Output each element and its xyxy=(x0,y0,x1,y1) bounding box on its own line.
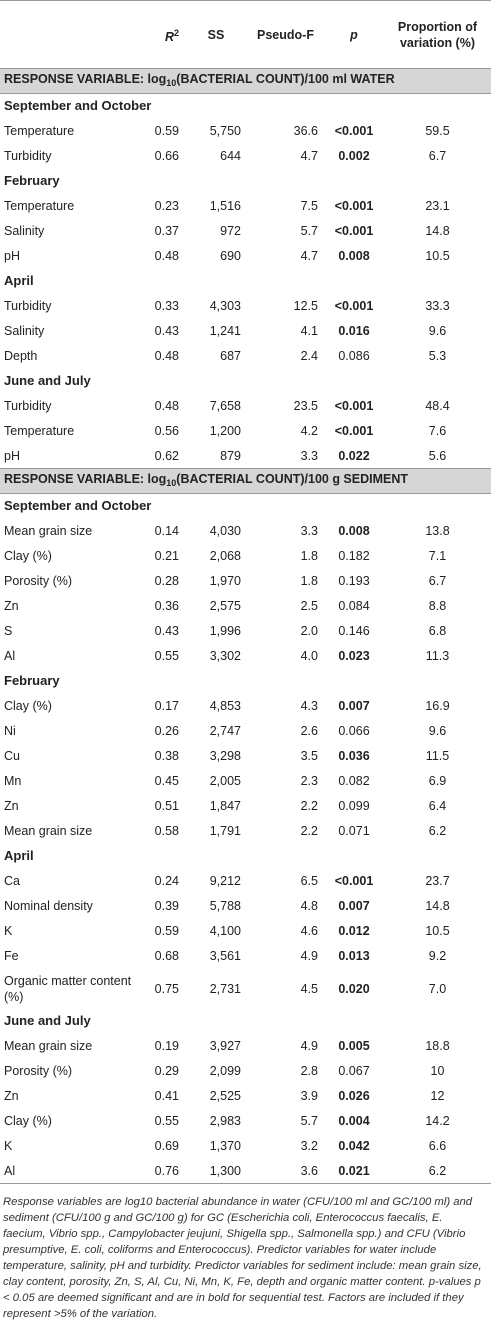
pseudo-f-value: 2.3 xyxy=(300,774,318,788)
proportion-value: 23.1 xyxy=(425,199,450,213)
pseudo-f-value: 2.5 xyxy=(300,599,318,613)
p-value: 0.008 xyxy=(338,249,370,263)
table-row xyxy=(0,194,491,219)
p-value: 0.021 xyxy=(324,1159,384,1184)
r2-value: 0.37 xyxy=(154,224,179,238)
header-r2: $R^2$ xyxy=(164,27,179,44)
response-variable-row xyxy=(0,469,491,494)
pseudo-f-value: 4.1 xyxy=(300,324,318,338)
ss-value: 3,927 xyxy=(209,1039,241,1053)
variable-name: Mean grain size xyxy=(4,1039,93,1053)
r2-value: 0.48 xyxy=(154,349,179,363)
pseudo-f-value: 3.9 xyxy=(300,1089,318,1103)
r2-value: 0.75 xyxy=(154,981,179,996)
ss-value: 2,099 xyxy=(209,1064,241,1078)
ss-value: 5,788 xyxy=(209,899,241,913)
section-title: June and July xyxy=(4,373,91,388)
pseudo-f-value: 3.6 xyxy=(247,1159,324,1184)
pseudo-f-value: 2.6 xyxy=(300,724,318,738)
table-row xyxy=(0,744,491,769)
header-pseudo-f: Pseudo-F xyxy=(257,27,314,42)
proportion-value: 6.2 xyxy=(384,1159,491,1184)
p-value: <0.001 xyxy=(334,299,374,313)
p-value: 0.146 xyxy=(338,624,370,638)
ss-value: 1,847 xyxy=(209,799,241,813)
table-row xyxy=(0,869,491,894)
p-value: 0.182 xyxy=(338,549,370,563)
proportion-value: 23.7 xyxy=(425,874,450,888)
r2-value: 0.66 xyxy=(154,149,179,163)
r2-value: 0.55 xyxy=(154,1114,179,1128)
p-value: 0.016 xyxy=(338,324,370,338)
proportion-value: 6.4 xyxy=(428,799,447,813)
ss-value: 1,516 xyxy=(209,199,241,213)
ss-value: 690 xyxy=(220,249,241,263)
p-value: 0.067 xyxy=(338,1064,370,1078)
ss-value: 2,747 xyxy=(209,724,241,738)
pseudo-f-value: 3.3 xyxy=(300,448,318,463)
variable-name: Ca xyxy=(4,874,20,888)
section-row xyxy=(0,269,491,294)
pseudo-f-value: 6.5 xyxy=(300,874,318,888)
ss-value: 4,100 xyxy=(209,924,241,938)
ss-value: 9,212 xyxy=(209,874,241,888)
variable-name: Clay (%) xyxy=(4,1114,52,1128)
section-title: February xyxy=(4,173,60,188)
proportion-value: 59.5 xyxy=(425,124,450,138)
variable-name: Zn xyxy=(4,1089,19,1103)
variable-name: Turbidity xyxy=(4,149,52,163)
variable-name: pH xyxy=(4,448,20,463)
proportion-value: 14.2 xyxy=(425,1114,450,1128)
proportion-value: 9.6 xyxy=(428,724,447,738)
p-value: 0.004 xyxy=(338,1114,370,1128)
p-value: <0.001 xyxy=(334,424,374,438)
ss-value: 2,983 xyxy=(209,1114,241,1128)
variable-name: Temperature xyxy=(4,424,75,438)
variable-name: Clay (%) xyxy=(4,699,52,713)
p-value: <0.001 xyxy=(334,124,374,138)
proportion-value: 13.8 xyxy=(425,524,450,538)
pseudo-f-value: 7.5 xyxy=(300,199,318,213)
ss-value: 1,970 xyxy=(209,574,241,588)
ss-value: 1,370 xyxy=(209,1139,241,1153)
variable-name: Mn xyxy=(4,774,22,788)
proportion-value: 14.8 xyxy=(425,224,450,238)
response-variable-label: RESPONSE VARIABLE: $\log_{10}(BACTERIAL$ COUNT)/100 ml WATER xyxy=(0,69,491,94)
pseudo-f-value: 4.9 xyxy=(300,949,318,963)
variable-name: Temperature xyxy=(4,124,75,138)
r2-value: 0.26 xyxy=(154,724,179,738)
table-row xyxy=(0,944,491,969)
variable-name: Porosity (%) xyxy=(4,574,73,588)
p-value: 0.007 xyxy=(338,899,370,913)
variable-name: Salinity xyxy=(4,224,45,238)
ss-value: 1,996 xyxy=(209,624,241,638)
ss-value: 7,658 xyxy=(209,399,241,413)
r2-value: 0.59 xyxy=(154,124,179,138)
p-value: 0.007 xyxy=(338,699,370,713)
r2-value: 0.19 xyxy=(154,1039,179,1053)
section-title: September and October xyxy=(4,98,152,114)
p-value: 0.008 xyxy=(338,524,370,538)
ss-value: 1,200 xyxy=(209,424,241,438)
table-footnote: Response variables are log10 bacterial abundance in water (CFU/100 ml and GC/100 ml) and sediment (CFU/100 g and GC/100 g) for GC (Escherichia coli, Enterococcus faecalis, E. faecium, Vibrio spp., Campylobacter jeujuni, Shigella spp., Salmonella spp.) and CFU (Vibrio presumptive, E. coli, coliforms and Enterococcus). Predictor variables for water include temperature, salinity, pH and turbidity. Predictor variables for sediment include: mean grain size, clay content, porosity, Zn, S, Al, Cu, Ni, Mn, K, Fe, depth and organic matter content. p-values p < 0.05 are deemed significant and are in bold for sequential test. Factors are included if they represent >5% of the variation. xyxy=(3,1196,482,1320)
table-row xyxy=(0,294,491,319)
proportion-value: 12 xyxy=(430,1089,445,1103)
p-value: 0.013 xyxy=(338,949,370,963)
response-variable-row xyxy=(0,69,491,94)
ss-value: 2,575 xyxy=(209,599,241,613)
proportion-value: 11.3 xyxy=(425,649,450,663)
proportion-value: 10.5 xyxy=(425,249,450,263)
header-ss: SS xyxy=(207,27,225,42)
proportion-value: 6.2 xyxy=(428,824,447,838)
r2-value: 0.43 xyxy=(154,324,179,338)
proportion-value: 48.4 xyxy=(425,399,450,413)
p-value: 0.082 xyxy=(338,774,370,788)
table-row xyxy=(0,519,491,544)
p-value: <0.001 xyxy=(334,199,374,213)
r2-value: 0.69 xyxy=(154,1139,179,1153)
p-value: 0.099 xyxy=(338,799,370,813)
table-row xyxy=(0,919,491,944)
ss-value: 644 xyxy=(220,149,241,163)
proportion-value: 6.7 xyxy=(428,149,447,163)
ss-value: 3,302 xyxy=(209,649,241,663)
r2-value: 0.36 xyxy=(154,599,179,613)
table-row xyxy=(0,719,491,744)
proportion-value: 6.7 xyxy=(428,574,447,588)
pseudo-f-value: 2.2 xyxy=(300,799,318,813)
variable-name: Turbidity xyxy=(4,399,52,413)
proportion-value: 6.8 xyxy=(428,624,447,638)
r2-value: 0.23 xyxy=(154,199,179,213)
section-title: February xyxy=(4,673,60,688)
pseudo-f-value: 4.2 xyxy=(300,424,318,438)
p-value: 0.084 xyxy=(338,599,370,613)
ss-value: 4,303 xyxy=(209,299,241,313)
r2-value: 0.62 xyxy=(154,448,179,463)
variable-name: Zn xyxy=(4,599,19,613)
section-row xyxy=(0,369,491,394)
r2-value: 0.21 xyxy=(154,549,179,563)
section-row xyxy=(0,1009,491,1034)
variable-name: Fe xyxy=(4,949,19,963)
ss-value: 972 xyxy=(220,224,241,238)
section-title: September and October xyxy=(4,498,152,514)
table-row xyxy=(0,969,491,1009)
ss-value: 2,731 xyxy=(209,981,241,996)
variable-name: K xyxy=(4,924,13,938)
r2-value: 0.58 xyxy=(154,824,179,838)
header-variable xyxy=(0,1,140,69)
proportion-value: 18.8 xyxy=(425,1039,450,1053)
proportion-value: 5.6 xyxy=(428,448,447,463)
ss-value: 2,005 xyxy=(209,774,241,788)
header-p: p xyxy=(350,27,358,42)
table-row xyxy=(0,119,491,144)
r2-value: 0.41 xyxy=(154,1089,179,1103)
variable-name: Temperature xyxy=(4,199,75,213)
ss-value: 1,791 xyxy=(209,824,241,838)
table-row xyxy=(0,1109,491,1134)
proportion-value: 5.3 xyxy=(428,349,447,363)
r2-value: 0.45 xyxy=(154,774,179,788)
variable-name: Ni xyxy=(4,724,16,738)
p-value: 0.005 xyxy=(338,1039,370,1053)
r2-value: 0.48 xyxy=(154,249,179,263)
r2-value: 0.43 xyxy=(154,624,179,638)
r2-value: 0.76 xyxy=(140,1159,185,1184)
r2-value: 0.59 xyxy=(154,924,179,938)
r2-value: 0.39 xyxy=(154,899,179,913)
variable-name: Clay (%) xyxy=(4,549,52,563)
proportion-value: 8.8 xyxy=(428,599,447,613)
table-row xyxy=(0,319,491,344)
section-row xyxy=(0,169,491,194)
table-body xyxy=(0,69,491,1184)
pseudo-f-value: 23.5 xyxy=(293,399,318,413)
r2-value: 0.17 xyxy=(154,699,179,713)
section-row xyxy=(0,669,491,694)
pseudo-f-value: 5.7 xyxy=(300,1114,318,1128)
p-value: 0.026 xyxy=(338,1089,370,1103)
proportion-value: 7.1 xyxy=(428,549,447,563)
table-row xyxy=(0,819,491,844)
r2-value: 0.51 xyxy=(154,799,179,813)
variable-name: Salinity xyxy=(4,324,45,338)
table-row xyxy=(0,769,491,794)
pseudo-f-value: 4.0 xyxy=(300,649,318,663)
pseudo-f-value: 4.6 xyxy=(300,924,318,938)
table-row xyxy=(0,644,491,669)
pseudo-f-value: 5.7 xyxy=(300,224,318,238)
pseudo-f-value: 1.8 xyxy=(300,574,318,588)
table-row xyxy=(0,1034,491,1059)
table-row xyxy=(0,444,491,469)
variable-name: K xyxy=(4,1139,13,1153)
ss-value: 1,241 xyxy=(209,324,241,338)
table-row xyxy=(0,1159,491,1184)
p-value: 0.071 xyxy=(338,824,370,838)
proportion-value: 10.5 xyxy=(425,924,450,938)
variable-name: Organic matter content (%) xyxy=(4,973,132,1004)
table-row xyxy=(0,794,491,819)
section-row xyxy=(0,94,491,119)
table-row xyxy=(0,244,491,269)
table-row xyxy=(0,569,491,594)
variable-name: Zn xyxy=(4,799,19,813)
table-row xyxy=(0,419,491,444)
proportion-value: 9.2 xyxy=(428,949,447,963)
pseudo-f-value: 4.9 xyxy=(300,1039,318,1053)
variable-name: Nominal density xyxy=(4,899,93,913)
pseudo-f-value: 4.7 xyxy=(300,149,318,163)
r2-value: 0.28 xyxy=(154,574,179,588)
p-value: 0.012 xyxy=(338,924,370,938)
ss-value: 5,750 xyxy=(209,124,241,138)
table-row xyxy=(0,594,491,619)
pseudo-f-value: 1.8 xyxy=(300,549,318,563)
pseudo-f-value: 3.2 xyxy=(300,1139,318,1153)
table-row xyxy=(0,219,491,244)
response-variable-label: RESPONSE VARIABLE: $\log_{10}(BACTERIAL$ COUNT)/100 g SEDIMENT xyxy=(0,469,491,494)
proportion-value: 33.3 xyxy=(425,299,450,313)
r2-value: 0.24 xyxy=(154,874,179,888)
ss-value: 687 xyxy=(220,349,241,363)
pseudo-f-value: 4.5 xyxy=(300,981,318,996)
pseudo-f-value: 2.2 xyxy=(300,824,318,838)
proportion-value: 6.9 xyxy=(428,774,447,788)
variable-name: Turbidity xyxy=(4,299,52,313)
table-row xyxy=(0,144,491,169)
proportion-value: 16.9 xyxy=(425,699,450,713)
table-row xyxy=(0,394,491,419)
r2-value: 0.56 xyxy=(154,424,179,438)
ss-value: 2,068 xyxy=(209,549,241,563)
section-title: April xyxy=(4,848,34,863)
p-value: 0.086 xyxy=(338,349,370,363)
proportion-value: 6.6 xyxy=(428,1139,447,1153)
variable-name: Depth xyxy=(4,349,38,363)
p-value: 0.020 xyxy=(338,981,370,996)
r2-value: 0.14 xyxy=(154,524,179,538)
r2-value: 0.38 xyxy=(154,749,179,763)
table-header xyxy=(0,1,491,69)
p-value: 0.193 xyxy=(338,574,370,588)
section-row xyxy=(0,844,491,869)
variable-name: Mean grain size xyxy=(4,824,93,838)
r2-value: 0.33 xyxy=(154,299,179,313)
p-value: 0.042 xyxy=(338,1139,370,1153)
p-value: 0.036 xyxy=(338,749,370,763)
pseudo-f-value: 4.3 xyxy=(300,699,318,713)
variable-name: Al xyxy=(0,1159,140,1184)
p-value: <0.001 xyxy=(334,224,374,238)
variable-name: Porosity (%) xyxy=(4,1064,73,1078)
p-value: 0.066 xyxy=(338,724,370,738)
section-row xyxy=(0,494,491,519)
pseudo-f-value: 4.8 xyxy=(300,899,318,913)
variable-name: pH xyxy=(4,249,20,263)
header-proportion: Proportion of variation (%) xyxy=(397,19,478,50)
ss-value: 4,853 xyxy=(209,699,241,713)
table-row xyxy=(0,544,491,569)
proportion-value: 11.5 xyxy=(425,749,450,763)
p-value: 0.002 xyxy=(338,149,370,163)
r2-value: 0.29 xyxy=(154,1064,179,1078)
pseudo-f-value: 36.6 xyxy=(293,124,318,138)
p-value: 0.023 xyxy=(338,649,370,663)
table-row xyxy=(0,1084,491,1109)
pseudo-f-value: 2.8 xyxy=(300,1064,318,1078)
table-row xyxy=(0,694,491,719)
p-value: <0.001 xyxy=(334,399,374,413)
table-row xyxy=(0,1059,491,1084)
proportion-value: 7.6 xyxy=(428,424,447,438)
variable-name: Mean grain size xyxy=(4,524,93,538)
proportion-value: 14.8 xyxy=(425,899,450,913)
variable-name: Al xyxy=(4,649,16,663)
section-title: April xyxy=(4,273,34,288)
p-value: 0.022 xyxy=(338,448,370,463)
ss-value: 879 xyxy=(220,448,241,463)
pseudo-f-value: 3.5 xyxy=(300,749,318,763)
table-row xyxy=(0,1134,491,1159)
r2-value: 0.48 xyxy=(154,399,179,413)
table-row xyxy=(0,894,491,919)
pseudo-f-value: 4.7 xyxy=(300,249,318,263)
table-row xyxy=(0,619,491,644)
r2-value: 0.55 xyxy=(154,649,179,663)
variable-name: Cu xyxy=(4,749,20,763)
r2-value: 0.68 xyxy=(154,949,179,963)
pseudo-f-value: 2.4 xyxy=(300,349,318,363)
pseudo-f-value: 12.5 xyxy=(293,299,318,313)
ss-value: 3,561 xyxy=(209,949,241,963)
table-row xyxy=(0,344,491,369)
ss-value: 3,298 xyxy=(209,749,241,763)
variable-name: S xyxy=(4,624,13,638)
proportion-value: 7.0 xyxy=(428,981,447,996)
proportion-value: 9.6 xyxy=(428,324,447,338)
ss-value: 4,030 xyxy=(209,524,241,538)
pseudo-f-value: 2.0 xyxy=(300,624,318,638)
section-title: June and July xyxy=(4,1013,91,1028)
ss-value: 1,300 xyxy=(185,1159,247,1184)
pseudo-f-value: 3.3 xyxy=(300,524,318,538)
p-value: <0.001 xyxy=(334,874,374,888)
proportion-value: 10 xyxy=(430,1064,445,1078)
ss-value: 2,525 xyxy=(209,1089,241,1103)
